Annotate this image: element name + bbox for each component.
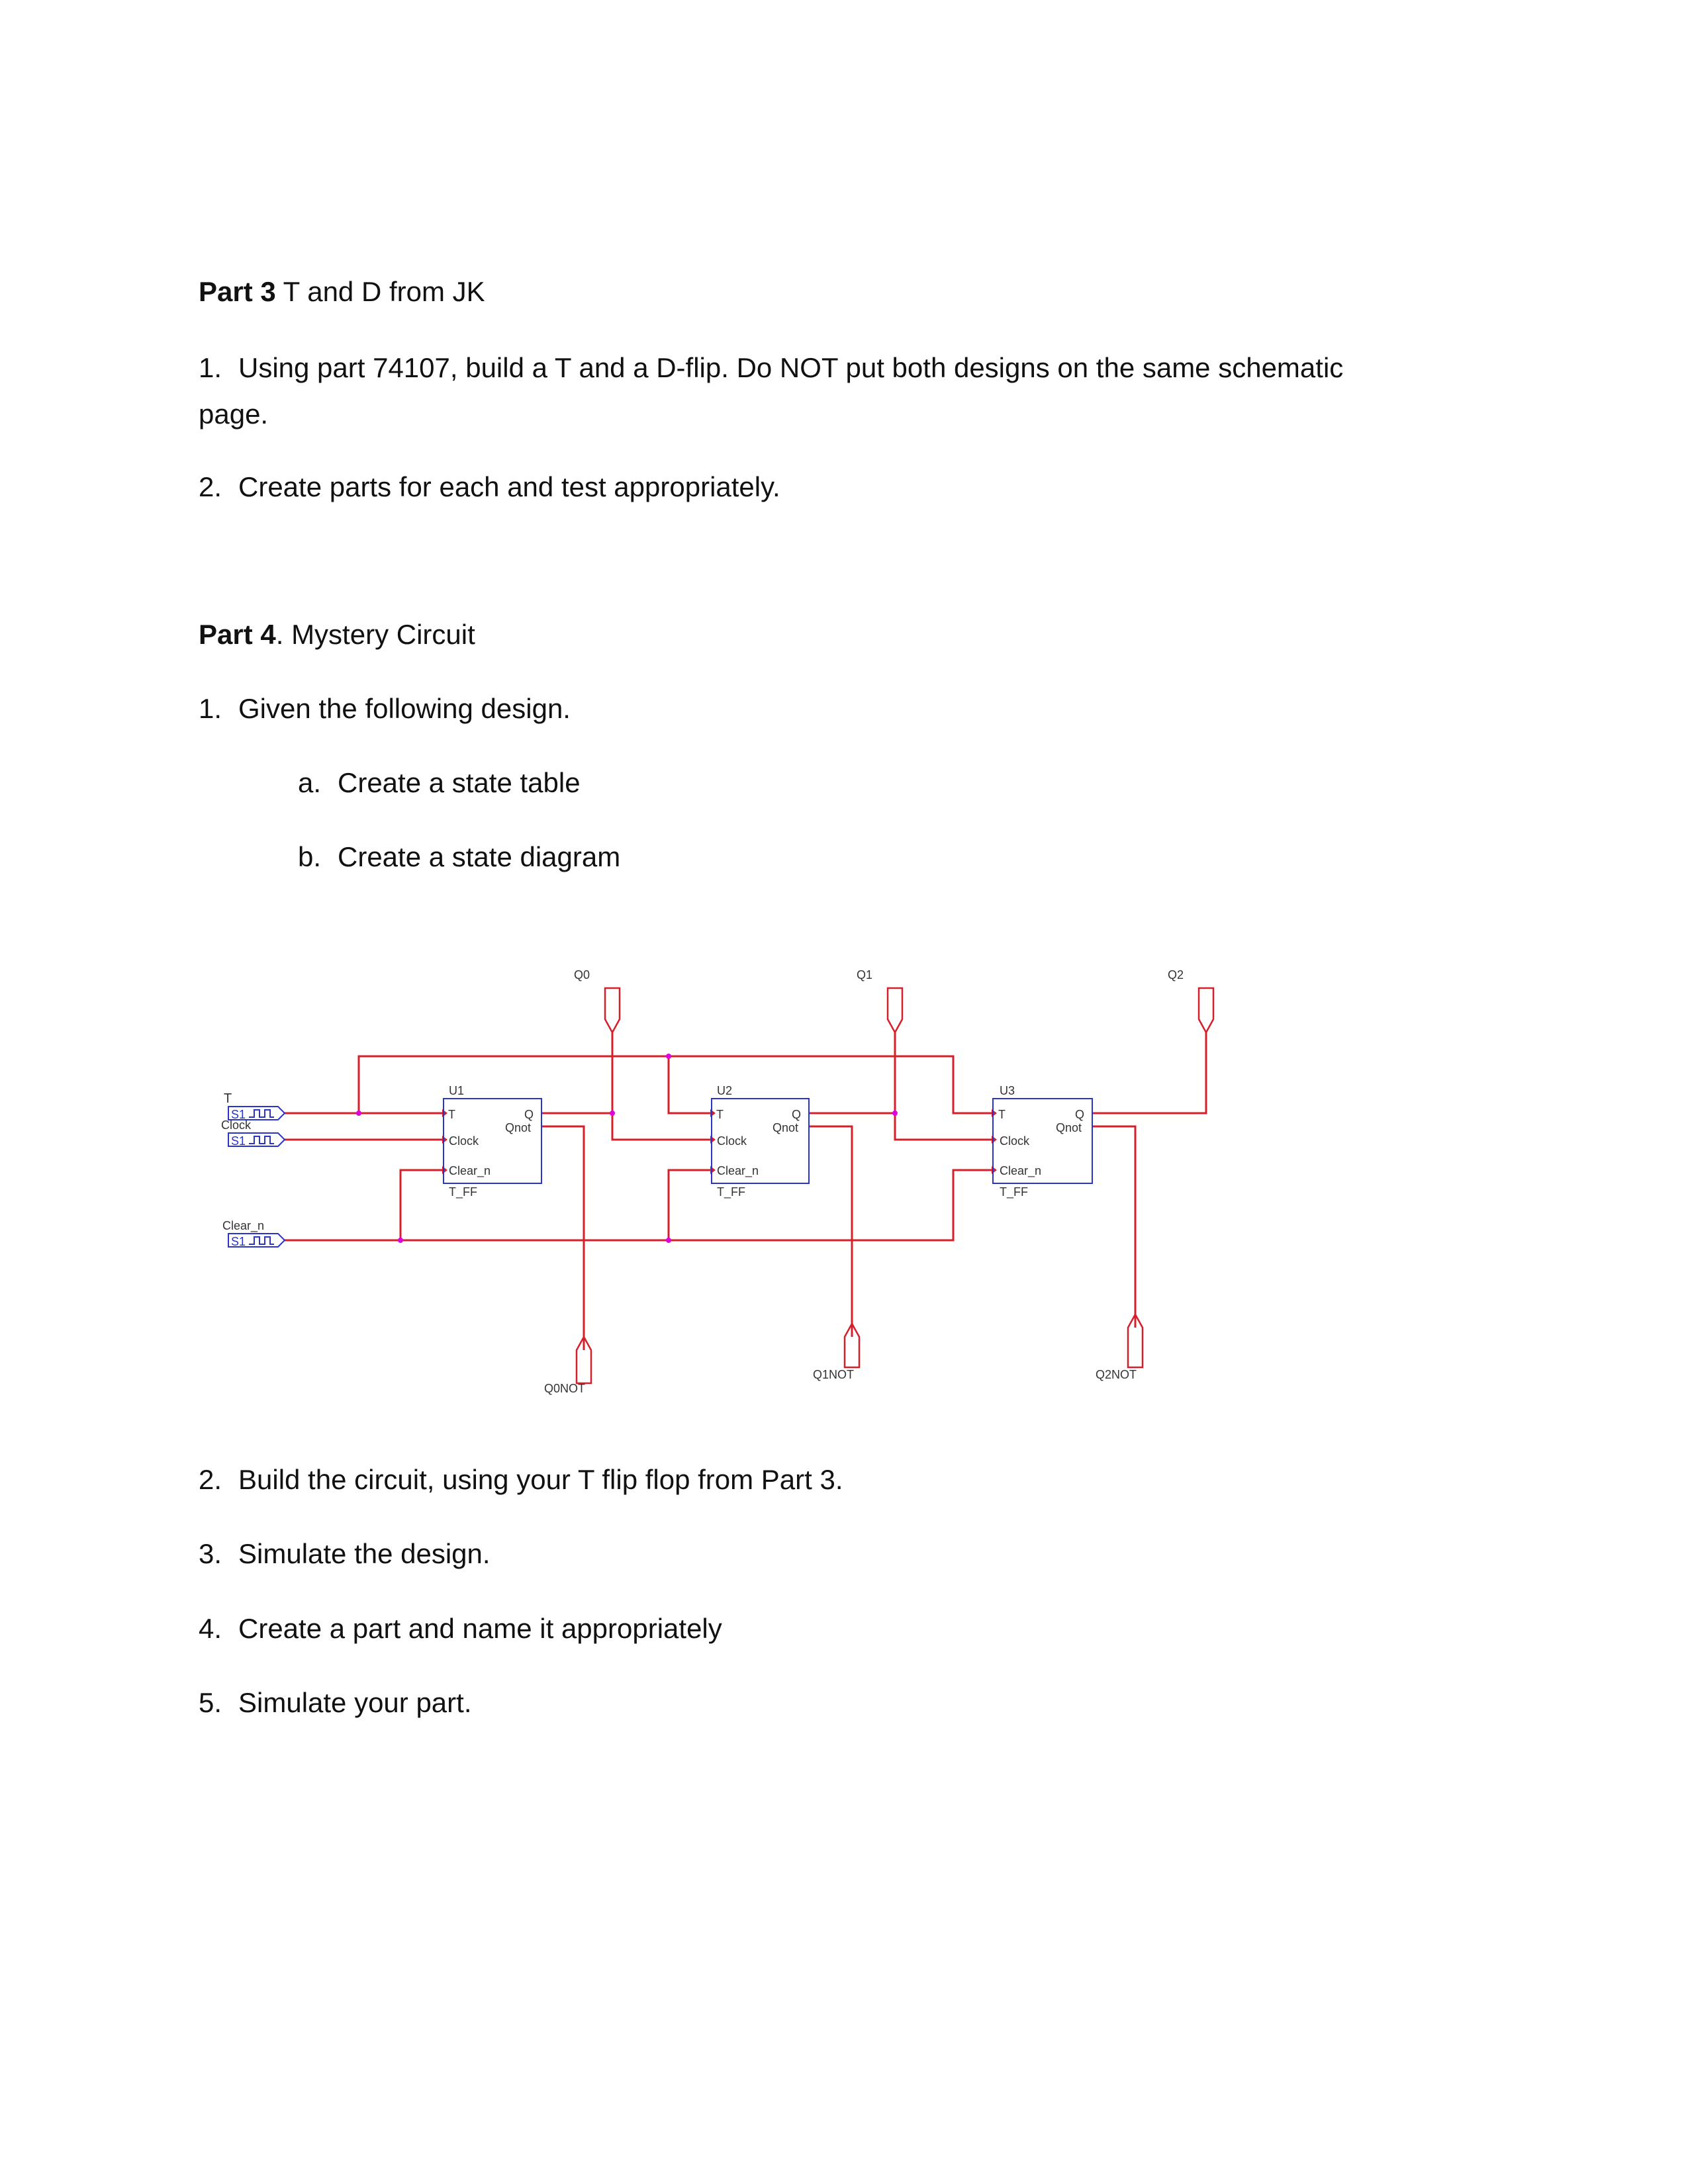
part4-step4: [199, 1615, 722, 1643]
stim-clock-wave-icon: [249, 1136, 274, 1144]
u3-pin-clear: Clear_n: [1000, 1164, 1042, 1177]
part4-step3-text: Simulate the design.: [238, 1538, 491, 1569]
flipflop-u3: [993, 1084, 1092, 1199]
u2-pin-q: Q: [792, 1108, 802, 1121]
part4-heading-bold: Part 4: [199, 619, 276, 650]
qnot-ports: [577, 1314, 1143, 1383]
stim-t-source-label: S1: [231, 1108, 246, 1121]
wires: [285, 1032, 1206, 1350]
part4-step2: [199, 1466, 843, 1494]
stim-clear-wave-icon: [249, 1237, 274, 1244]
part4-step4-number: 4.: [199, 1613, 222, 1644]
part4-step1-number: 1.: [199, 693, 222, 724]
wire-clear-u1: [400, 1170, 444, 1240]
u3-pin-t: T: [998, 1108, 1006, 1121]
q1-port-icon: [888, 988, 902, 1032]
junction-clear-u2: [666, 1238, 671, 1243]
wire-u2-qnot: [809, 1126, 852, 1337]
part4-step5-number: 5.: [199, 1687, 222, 1718]
wire-u3-q: [1092, 1032, 1206, 1113]
u2-type: T_FF: [717, 1185, 745, 1199]
u1-pin-q: Q: [524, 1108, 534, 1121]
part4-heading-rest: . Mystery Circuit: [275, 619, 475, 650]
q1-label: Q1: [857, 968, 873, 981]
u2-pin-t: T: [716, 1108, 724, 1121]
wire-t-u2: [669, 1056, 712, 1113]
u3-pin-clock: Clock: [1000, 1134, 1030, 1148]
u3-ref: U3: [1000, 1084, 1015, 1097]
u1-type: T_FF: [449, 1185, 477, 1199]
q0-label: Q0: [574, 968, 590, 981]
wire-u1-qnot: [541, 1126, 584, 1350]
u2-pin-clock: Clock: [717, 1134, 747, 1148]
u1-ref: U1: [449, 1084, 465, 1097]
part3-step1-text-continued: page.: [199, 398, 269, 430]
u1-pin-clock: Clock: [449, 1134, 479, 1148]
u2-pin-clear: Clear_n: [717, 1164, 759, 1177]
u1-pin-clear: Clear_n: [449, 1164, 491, 1177]
part3-step1-number: 1.: [199, 352, 222, 383]
u1-pin-qnot: Qnot: [505, 1121, 532, 1134]
part4-step5-text: Simulate your part.: [238, 1687, 472, 1718]
stim-clear-label: Clear_n: [222, 1219, 265, 1232]
u2-pin-qnot: Qnot: [773, 1121, 799, 1134]
part4-step1-text: Given the following design.: [238, 693, 571, 724]
wire-q1: [895, 1032, 993, 1140]
part4-sub-b-letter: b.: [298, 841, 322, 872]
wire-u3-qnot: [1092, 1126, 1135, 1328]
u2-ref: U2: [717, 1084, 733, 1097]
part4-step3: [199, 1540, 491, 1568]
part4-sub-b-text: Create a state diagram: [338, 841, 621, 872]
q1not-label: Q1NOT: [813, 1368, 855, 1381]
part4-step5: [199, 1689, 472, 1717]
q2not-label: Q2NOT: [1096, 1368, 1137, 1381]
stim-clear-source-label: S1: [231, 1235, 246, 1248]
u3-pin-qnot: Qnot: [1056, 1121, 1082, 1134]
part4-step3-number: 3.: [199, 1538, 222, 1569]
part4-step2-number: 2.: [199, 1464, 222, 1495]
q0-port-icon: [605, 988, 620, 1032]
stim-clock-source-label: S1: [231, 1134, 246, 1148]
junctions: [356, 1054, 898, 1243]
u1-pin-t: T: [448, 1108, 455, 1121]
part4-step4-text: Create a part and name it appropriately: [238, 1613, 722, 1644]
u3-type: T_FF: [1000, 1185, 1028, 1199]
q-ports: [605, 988, 1213, 1032]
stimulus-sources: [221, 1091, 285, 1248]
q0not-label: Q0NOT: [544, 1382, 586, 1395]
flipflop-u1: [444, 1084, 541, 1199]
stim-clear-source: [228, 1234, 285, 1248]
q2-label: Q2: [1168, 968, 1184, 981]
junction-q0: [610, 1111, 615, 1116]
part3-step2-number: 2.: [199, 471, 222, 502]
junction-t: [356, 1111, 361, 1116]
part4-step2-text: Build the circuit, using your T flip flop from Part 3.: [238, 1464, 843, 1495]
stim-clock-label: Clock: [221, 1118, 252, 1132]
wire-q0: [612, 1032, 712, 1140]
junction-t-bus: [666, 1054, 671, 1059]
junction-q1: [892, 1111, 898, 1116]
part3-step1-text: Using part 74107, build a T and a D-flip. Do NOT put both designs on the same schematic: [238, 352, 1344, 383]
flipflop-u2: [712, 1084, 809, 1199]
wire-clear-u2: [669, 1170, 712, 1240]
q2-port-icon: [1199, 988, 1213, 1032]
part4-sub-a-text: Create a state table: [338, 767, 581, 798]
part3-step2-text: Create parts for each and test appropriately.: [238, 471, 780, 502]
wire-clear-bus: [285, 1170, 993, 1240]
junction-clear-u1: [398, 1238, 403, 1243]
u3-pin-q: Q: [1075, 1108, 1085, 1121]
stim-clock-source: [228, 1133, 285, 1148]
part4-sub-a-letter: a.: [298, 767, 322, 798]
part3-heading-bold: Part 3: [199, 276, 276, 307]
stim-t-label: T: [224, 1091, 232, 1106]
stim-t-wave-icon: [249, 1110, 274, 1117]
part3-heading-rest: T and D from JK: [275, 276, 485, 307]
